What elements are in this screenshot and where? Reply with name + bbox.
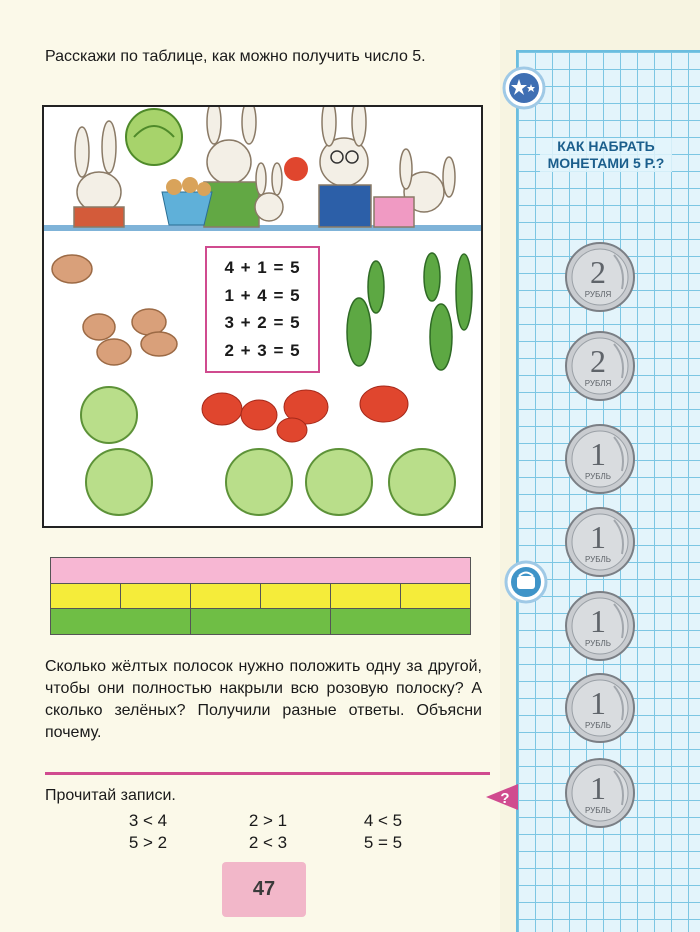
coin-label: РУБЛЬ xyxy=(585,555,611,564)
comparison: 2 < 3 xyxy=(248,833,288,852)
page-number: 47 xyxy=(222,862,306,917)
coin-label: РУБЛЬ xyxy=(585,472,611,481)
question-text: Сколько жёлтых полосок нужно положить одну за другой, чтобы они полностью накрыли всю розовую полоску? А сколько зелёных? Получили разные ответы. Объясни почему. xyxy=(45,658,482,741)
equation: 3 + 2 = 5 xyxy=(224,313,301,333)
read-title: Прочитай записи. xyxy=(45,787,176,804)
coin-label: РУБЛЬ xyxy=(585,639,611,648)
comparison: 5 > 2 xyxy=(128,833,168,852)
coin-label: РУБЛЯ xyxy=(584,290,612,299)
basket-icon xyxy=(162,177,212,225)
coin-value: 2 xyxy=(590,343,606,379)
coin-value: 1 xyxy=(590,603,606,639)
coin-purse-badge-icon xyxy=(504,560,548,604)
potato-icon xyxy=(52,255,177,365)
coin-label: РУБЛЬ xyxy=(585,806,611,815)
coin-value: 2 xyxy=(590,254,606,290)
coin-icon xyxy=(564,757,636,829)
yellow-strip xyxy=(50,583,471,610)
coin-icon xyxy=(564,330,636,402)
strip-diagram xyxy=(50,557,471,634)
star-badge-icon xyxy=(502,66,546,110)
coin-icon xyxy=(564,423,636,495)
cucumber-icon xyxy=(347,253,472,370)
coin-value: 1 xyxy=(590,436,606,472)
section-divider xyxy=(45,772,490,775)
coin-value: 1 xyxy=(590,519,606,555)
coin-value: 1 xyxy=(590,770,606,806)
intro-text: Расскажи по таблице, как можно получить число 5. xyxy=(45,48,426,65)
coin-label: РУБЛЬ xyxy=(585,721,611,730)
coin-value: 1 xyxy=(590,685,606,721)
comparison: 5 = 5 xyxy=(363,833,403,852)
comparison: 4 < 5 xyxy=(363,811,403,830)
coin-icon xyxy=(564,506,636,578)
coin-icon xyxy=(564,590,636,662)
question-pointer-icon xyxy=(484,780,518,814)
cabbage-icon xyxy=(126,109,182,165)
equation: 4 + 1 = 5 xyxy=(224,257,301,277)
svg-text:?: ? xyxy=(500,790,510,807)
tomato-icon xyxy=(284,157,308,181)
coin-icon xyxy=(564,241,636,313)
pink-strip xyxy=(50,557,471,584)
green-strip xyxy=(50,608,471,635)
coin-section-title: КАК НАБРАТЬ МОНЕТАМИ 5 Р.? xyxy=(540,138,672,172)
tomato-icon xyxy=(202,386,408,442)
coin-icon xyxy=(564,672,636,744)
coin-label: РУБЛЯ xyxy=(584,379,612,388)
equation: 1 + 4 = 5 xyxy=(224,285,301,305)
comparison: 3 < 4 xyxy=(128,811,168,830)
equation-box xyxy=(205,246,320,373)
equation: 2 + 3 = 5 xyxy=(224,341,301,361)
comparison: 2 > 1 xyxy=(248,811,288,830)
